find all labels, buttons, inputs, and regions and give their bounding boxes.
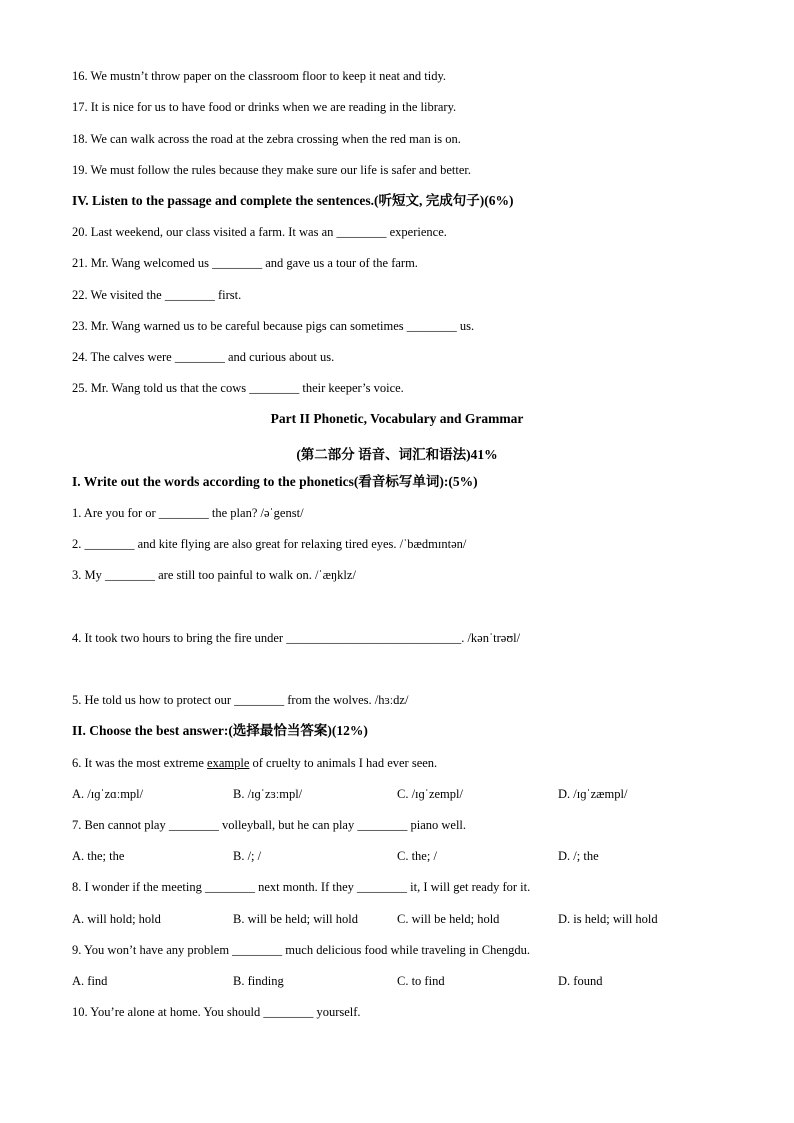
question-21: 21. Mr. Wang welcomed us ________ and gave us a tour of the farm. [72, 256, 418, 270]
question-7: 7. Ben cannot play ________ volleyball, but he can play ________ piano well. [72, 818, 467, 832]
q8-option-a: A. will hold; hold [72, 912, 161, 926]
question-25: 25. Mr. Wang told us that the cows ________ their keeper’s voice. [72, 381, 404, 395]
sentence-17: 17. It is nice for us to have food or drinks when we are reading in the library. [72, 100, 457, 114]
question-4: 4. It took two hours to bring the fire under ____________________________. /kənˈtrəʊl/ [72, 631, 521, 645]
q9-option-c: C. to find [397, 974, 445, 988]
question-22: 22. We visited the ________ first. [72, 288, 242, 302]
part-ii-title: Part II Phonetic, Vocabulary and Grammar [270, 411, 524, 426]
question-9: 9. You won’t have any problem ________ much delicious food while traveling in Chengdu. [72, 943, 531, 957]
part-ii-subtitle: (第二部分 语音、词汇和语法)41% [296, 447, 498, 462]
question-2: 2. ________ and kite flying are also great for relaxing tired eyes. /ˈbædmɪntən/ [72, 537, 467, 551]
section-iv-heading: IV. Listen to the passage and complete the sentences.(听短文, 完成句子)(6%) [72, 193, 514, 208]
q9-option-d: D. found [558, 974, 603, 988]
q7-option-b: B. /; / [233, 849, 262, 863]
question-6-before: 6. It was the most extreme [72, 756, 208, 770]
q8-option-c: C. will be held; hold [397, 912, 500, 926]
sentence-19: 19. We must follow the rules because they make sure our life is safer and better. [72, 163, 471, 177]
question-24: 24. The calves were ________ and curious about us. [72, 350, 335, 364]
question-8: 8. I wonder if the meeting ________ next month. If they ________ it, I will get ready for it. [72, 880, 531, 894]
sentence-16: 16. We mustn’t throw paper on the classroom floor to keep it neat and tidy. [72, 69, 447, 83]
question-5: 5. He told us how to protect our ________ from the wolves. /hɜːdz/ [72, 693, 409, 707]
q7-option-a: A. the; the [72, 849, 125, 863]
question-1: 1. Are you for or ________ the plan? /əˈgenst/ [72, 506, 304, 520]
question-20: 20. Last weekend, our class visited a farm. It was an ________ experience. [72, 225, 447, 239]
section-i-heading: I. Write out the words according to the phonetics(看音标写单词):(5%) [72, 474, 478, 489]
q9-option-b: B. finding [233, 974, 284, 988]
q6-option-b: B. /ɪɡˈzɜːmpl/ [233, 787, 303, 801]
q8-option-d: D. is held; will hold [558, 912, 658, 926]
q6-option-c: C. /ɪɡˈzempl/ [397, 787, 463, 801]
section-ii-heading: II. Choose the best answer:(选择最恰当答案)(12%) [72, 723, 368, 738]
q7-option-c: C. the; / [397, 849, 437, 863]
q6-option-a: A. /ɪɡˈzɑːmpl/ [72, 787, 144, 801]
question-23: 23. Mr. Wang warned us to be careful because pigs can sometimes ________ us. [72, 319, 475, 333]
question-6-after: of cruelty to animals I had ever seen. [249, 756, 438, 770]
question-6-underlined-word: example [207, 756, 250, 770]
question-3: 3. My ________ are still too painful to walk on. /ˈæŋklz/ [72, 568, 356, 582]
question-6 [72, 755, 437, 771]
q9-option-a: A. find [72, 974, 108, 988]
q6-option-d: D. /ɪɡˈzæmpl/ [558, 787, 628, 801]
question-10: 10. You’re alone at home. You should ________ yourself. [72, 1005, 361, 1019]
q8-option-b: B. will be held; will hold [233, 912, 358, 926]
q7-option-d: D. /; the [558, 849, 599, 863]
sentence-18: 18. We can walk across the road at the zebra crossing when the red man is on. [72, 132, 461, 146]
